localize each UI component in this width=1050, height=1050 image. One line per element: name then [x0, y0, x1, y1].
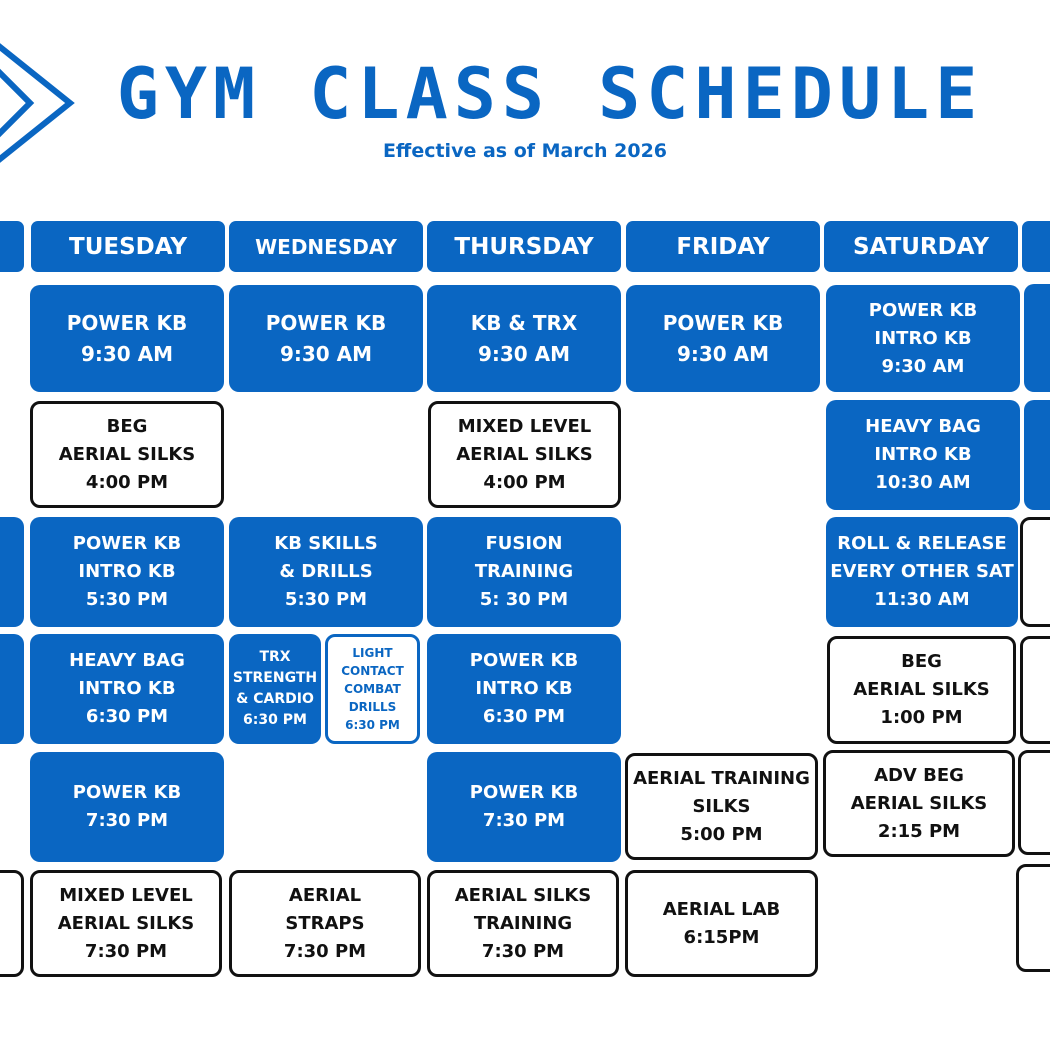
class-card: BEG AERIAL SILKS 4:00 PM	[30, 401, 224, 508]
class-card: AERIAL SILKS TRAINING 7:30 PM	[427, 870, 619, 977]
day-header-wednesday: WEDNESDAY	[229, 221, 423, 272]
class-card-partial	[1018, 750, 1050, 855]
class-card: POWER KB 9:30 AM	[30, 285, 224, 392]
class-card: POWER KB 9:30 AM	[229, 285, 423, 392]
day-header-tuesday: TUESDAY	[31, 221, 225, 272]
class-card: AERIAL TRAINING SILKS 5:00 PM	[625, 753, 818, 860]
class-card: MIXED LEVEL AERIAL SILKS 7:30 PM	[30, 870, 222, 977]
class-card: POWER KB INTRO KB 6:30 PM	[427, 634, 621, 744]
page-title: GYM CLASS SCHEDULE	[116, 53, 984, 135]
class-card: MIXED LEVEL AERIAL SILKS 4:00 PM	[428, 401, 621, 508]
class-card: FUSION TRAINING 5: 30 PM	[427, 517, 621, 627]
class-card-partial	[1020, 636, 1050, 744]
class-card: ADV BEG AERIAL SILKS 2:15 PM	[823, 750, 1015, 857]
class-card: HEAVY BAG INTRO KB 10:30 AM	[826, 400, 1020, 510]
class-card: POWER KB 9:30 AM	[626, 285, 820, 392]
class-card: KB & TRX 9:30 AM	[427, 285, 621, 392]
page-subtitle: Effective as of March 2026	[382, 140, 668, 162]
class-card-partial	[1020, 517, 1050, 627]
class-card: POWER KB 7:30 PM	[30, 752, 224, 862]
class-card: AERIAL STRAPS 7:30 PM	[229, 870, 421, 977]
class-card: POWER KB INTRO KB 5:30 PM	[30, 517, 224, 627]
class-card: HEAVY BAG INTRO KB 6:30 PM	[30, 634, 224, 744]
class-card: LIGHT CONTACT COMBAT DRILLS 6:30 PM	[325, 634, 420, 744]
day-header-saturday: SATURDAY	[824, 221, 1018, 272]
class-card-partial	[1016, 864, 1050, 972]
class-card: AERIAL LAB 6:15PM	[625, 870, 818, 977]
class-card: BEG AERIAL SILKS 1:00 PM	[827, 636, 1016, 744]
class-card: ROLL & RELEASE EVERY OTHER SAT 11:30 AM	[826, 517, 1018, 627]
class-card-partial	[1024, 284, 1050, 392]
day-header-thursday: THURSDAY	[427, 221, 621, 272]
class-card-partial	[0, 870, 24, 977]
class-card-partial	[0, 634, 24, 744]
class-card: TRX STRENGTH & CARDIO 6:30 PM	[229, 634, 321, 744]
class-card-partial	[1024, 400, 1050, 510]
class-card-partial	[0, 517, 24, 627]
class-card: KB SKILLS & DRILLS 5:30 PM	[229, 517, 423, 627]
day-header-monday-partial	[0, 221, 24, 272]
class-card: POWER KB 7:30 PM	[427, 752, 621, 862]
day-header-sunday-partial	[1022, 221, 1050, 272]
class-card: POWER KB INTRO KB 9:30 AM	[826, 285, 1020, 392]
day-header-friday: FRIDAY	[626, 221, 820, 272]
